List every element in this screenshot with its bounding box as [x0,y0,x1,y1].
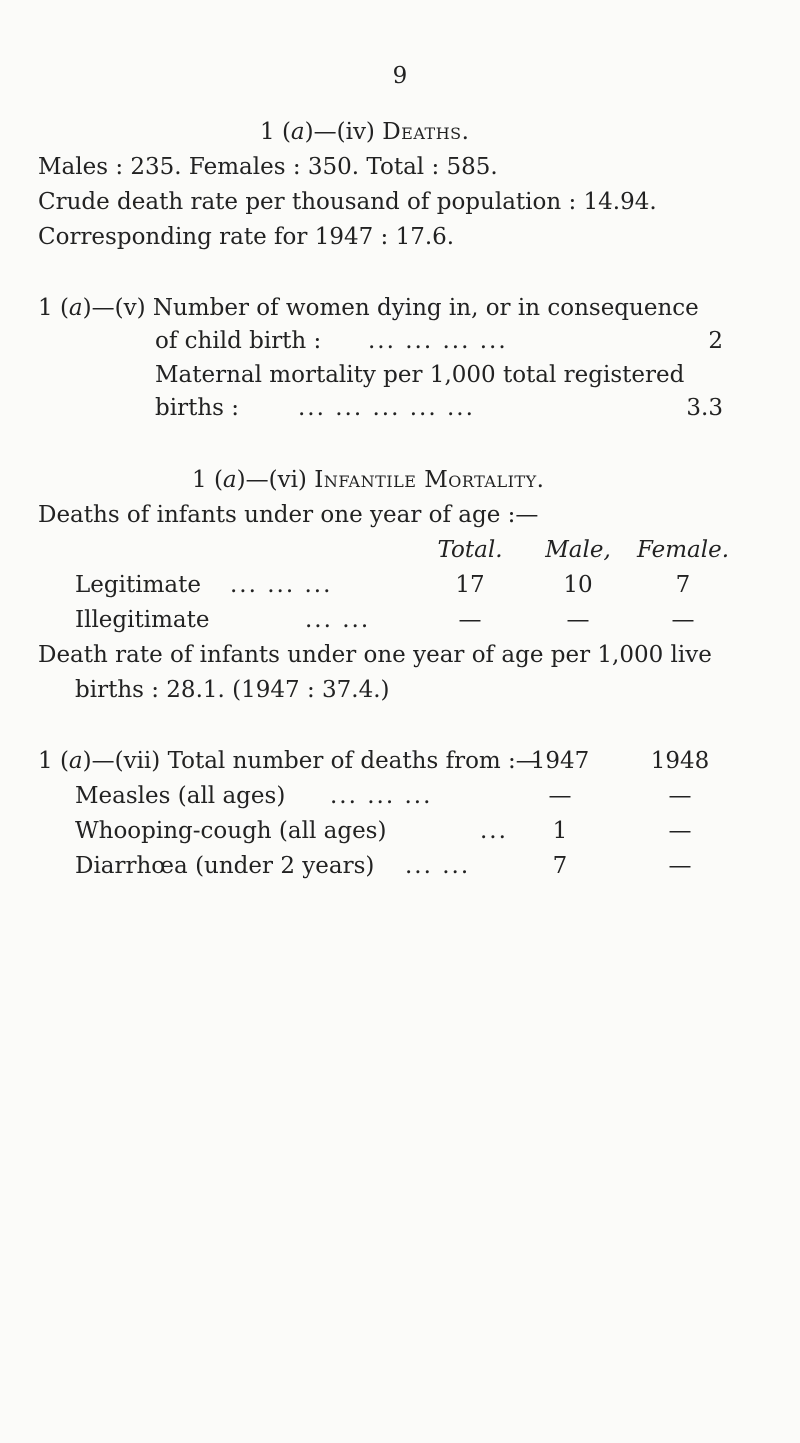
maternal-mortality-value: 3.3 [686,395,723,421]
deaths-summary: Males : 235. Females : 350. Total : 585. [38,154,498,180]
disease-row-whooping-cough-1948: — [668,818,692,844]
disease-row-whooping-cough-1947: 1 [552,818,568,844]
infant-row-illegitimate-dots: ... ... [305,607,371,633]
diseases-heading: 1 (a)—(vii) Total number of deaths from :— [38,748,539,774]
deaths-heading: 1 (a)—(iv) Deaths. [260,119,470,145]
infant-row-legitimate-dots: ... ... ... [230,572,333,598]
disease-row-measles-label: Measles (all ages) [75,783,286,809]
crude-death-rate: Crude death rate per thousand of population : 14.94. [38,189,657,215]
infant-row-illegitimate-male: — [566,607,590,633]
disease-row-diarrhoea-1948: — [668,853,692,879]
infant-row-illegitimate-label: Illegitimate [75,607,210,633]
maternal-childbirth-value: 2 [708,328,723,354]
column-header-total: Total. [437,537,503,563]
disease-row-measles-1948: — [668,783,692,809]
disease-row-diarrhoea-dots: ... ... [405,853,471,879]
column-header-female: Female. [636,537,730,563]
disease-row-whooping-cough-dots: ... [480,818,508,844]
infant-death-rate-line2: births : 28.1. (1947 : 37.4.) [75,677,390,703]
infant-row-legitimate-total: 17 [455,572,485,598]
corresponding-rate: Corresponding rate for 1947 : 17.6. [38,224,455,250]
year-1947-header: 1947 [530,748,590,774]
maternal-childbirth-label: of child birth : [155,328,322,354]
disease-row-measles-1947: — [548,783,572,809]
infant-death-rate-line1: Death rate of infants under one year of age per 1,000 live [38,642,712,668]
disease-row-diarrhoea-1947: 7 [552,853,568,879]
maternal-childbirth-dots: ... ... ... ... [368,328,508,354]
infantile-heading: 1 (a)—(vi) Infantile Mortality. [192,467,545,493]
infant-row-illegitimate-female: — [671,607,695,633]
maternal-births-dots: ... ... ... ... ... [298,395,475,421]
infantile-intro: Deaths of infants under one year of age :— [38,502,539,528]
disease-row-whooping-cough-label: Whooping-cough (all ages) [75,818,387,844]
infant-row-illegitimate-total: — [458,607,482,633]
maternal-births-label: births : [155,395,239,421]
page-number: 9 [392,63,408,89]
disease-row-diarrhoea-label: Diarrhœa (under 2 years) [75,853,375,879]
infant-row-legitimate-female: 7 [675,572,691,598]
disease-row-measles-dots: ... ... ... [330,783,433,809]
infant-row-legitimate-label: Legitimate [75,572,201,598]
infant-row-legitimate-male: 10 [563,572,593,598]
maternal-heading: 1 (a)—(v) Number of women dying in, or in consequence [38,295,699,321]
column-header-male: Male, [545,537,611,563]
maternal-mortality-line: Maternal mortality per 1,000 total registered [155,362,685,388]
year-1948-header: 1948 [650,748,710,774]
